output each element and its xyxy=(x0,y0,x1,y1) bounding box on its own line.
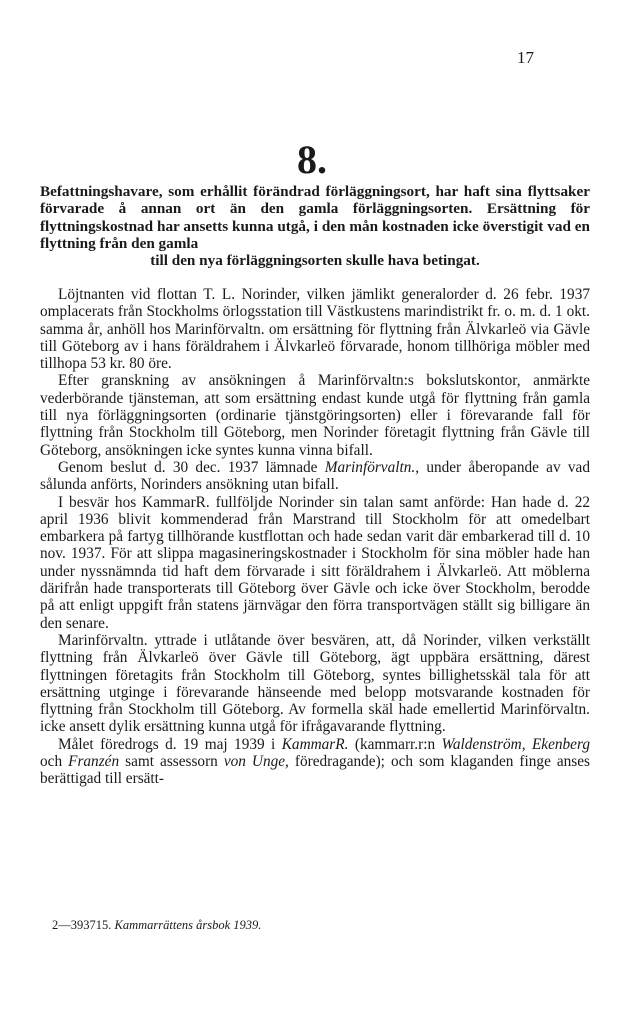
section-heading xyxy=(40,183,590,269)
paragraph-6-seg5: föredragande); och som klaganden finge anses berättigad till ersätt- xyxy=(40,753,590,788)
heading-main: Befattningshavare, som erhållit förändrad förläggningsort, har haft sina flyttsaker förvarade å annan ort än den gamla förläggningsorten. Ersättning för flyttningskostnad har ansetts kunna utgå, i den mån kostnaden icke överstigit vad en flyttning från den gamla xyxy=(40,183,590,252)
paragraph-3-post: under åberopande av vad sålunda anförts, Norinders ansökning utan bifall. xyxy=(40,458,590,494)
body-text xyxy=(40,286,590,788)
paragraph-6-seg4: samt assessorn xyxy=(119,753,224,771)
footer xyxy=(52,918,261,933)
paragraph-6-em2: Waldenström, Ekenberg xyxy=(441,735,590,753)
paragraph-2: Efter granskning av ansökningen å Marinförvaltn:s bokslutskontor, anmärkte vederbörande tjänsteman, att som ersättning endast kunde utgå för flyttning från gamla till nya förläggningsorten (ordinarie tjänstgöringsorten) eller i förevarande fall för flyttning från Stockholm till Göteborg, men Norinder företagit flyttning från Gävle till Göteborg, ansökningen icke syntes kunna vinna bifall. xyxy=(40,372,590,459)
paragraph-1: Löjtnanten vid flottan T. L. Norinder, vilken jämlikt generalorder d. 26 febr. 1937 omplacerats från Stockholms örlogsstation till Västkustens marindistrikt fr. o. m. d. 1 okt. samma år, anhöll hos Marinförvaltn. om ersättning för flyttning från Älvkarleö via Gävle till Göteborg av i hans föräldrahem i Älvkarleö förvarade, honom tillhöriga möbler med tillhopa 53 kr. 80 öre. xyxy=(40,286,590,373)
paragraph-6-seg1: Målet föredrogs d. 19 maj 1939 i xyxy=(58,735,282,753)
paragraph-3-em: Marinförvaltn., xyxy=(324,458,420,476)
paragraph-5: Marinförvaltn. yttrade i utlåtande över besvären, att, då Norinder, vilken verkställt flyttning från Älvkarleö över Gävle till Göteborg, ägt uppbära ersättning, därest flyttningen företagits från Stockholm till Göteborg, syntes billighetsskäl tala för att ersättning utginge i förevarande hänseende med belopp motsvarande kostnaden för flyttning från Stockholm till Göteborg. Av formella skäl hade emellertid Marinförvaltn. icke ansett dylik ersättning kunna utgå för ifrågavarande flyttning. xyxy=(40,631,590,736)
page-number: 17 xyxy=(517,48,534,67)
paragraph-4: I besvär hos KammarR. fullföljde Norinder sin talan samt anförde: Han hade d. 22 april 1936 blivit kommenderad från Marstrand till Stockholm för att omedelbart embarkera på fartyg tillhörande kustflottan och hade sedan varit där embarkerad till d. 10 nov. 1937. För att slippa magasineringskostnader i Stockholm för sina möbler hade han under nyssnämnda tid haft dem förvarade i sitt föräldrahem i Älvkarleö. Att möblerna därifrån hade transporterats till Göteborg över Gävle och icke över Stockholm, berodde på att enligt uppgift från statens järnvägar den förra transportvägen ställt sig billigare än den senare. xyxy=(40,493,590,632)
paragraph-3 xyxy=(40,459,590,494)
paragraph-6 xyxy=(40,736,590,788)
heading-last-line: till den nya förläggningsorten skulle hava betingat. xyxy=(150,252,480,270)
paragraph-6-em3: Franzén xyxy=(68,753,120,771)
footer-title: Kammarrättens årsbok 1939. xyxy=(114,918,262,932)
paragraph-6-em1: KammarR. xyxy=(281,735,349,753)
paragraph-6-em4: von Unge, xyxy=(223,753,289,771)
paragraph-6-seg3: och xyxy=(40,753,69,771)
paragraph-3-pre: Genom beslut d. 30 dec. 1937 lämnade xyxy=(58,458,325,476)
section-number: 8. xyxy=(297,137,327,182)
paragraph-6-seg2: (kammarr.r:n xyxy=(348,735,442,753)
footer-ref: 2—393715. xyxy=(52,918,112,932)
